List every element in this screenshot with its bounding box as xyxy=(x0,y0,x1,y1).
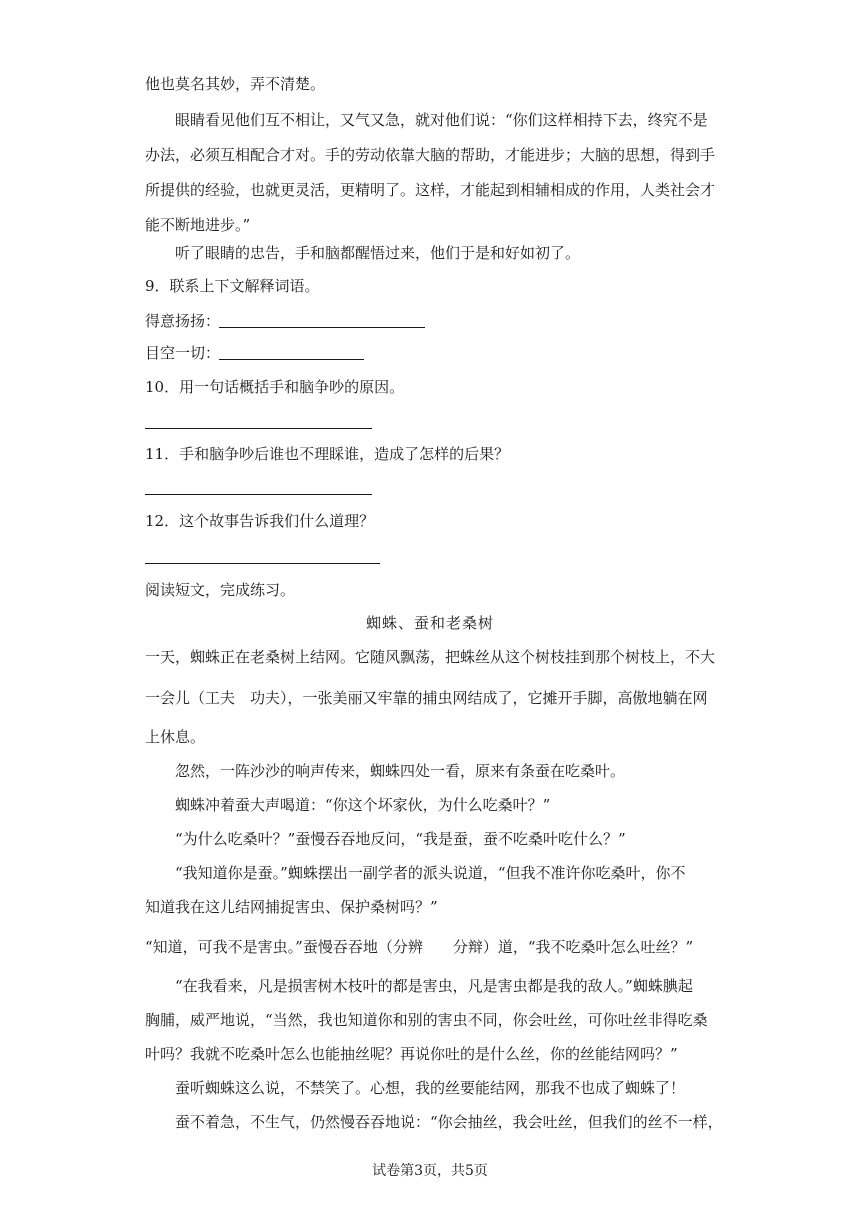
answer-blank-10[interactable] xyxy=(145,428,372,429)
answer-blank-11[interactable] xyxy=(145,494,372,495)
story-title: 蜘蛛、蚕和老桑树 xyxy=(365,614,494,632)
story-line: “为什么吃桑叶？”蚕慢吞吞地反问，“我是蚕，蚕不吃桑叶吃什么？” xyxy=(175,830,626,848)
story-line: 蚕听蜘蛛这么说，不禁笑了。心想，我的丝要能结网，那我不也成了蜘蛛了！ xyxy=(175,1079,686,1097)
story-line: 蚕不着急，不生气，仍然慢吞吞地说：“你会抽丝，我会吐丝，但我们的丝不一样， xyxy=(175,1113,723,1131)
question-12: 12．这个故事告诉我们什么道理？ xyxy=(145,512,375,530)
story-line: 蜘蛛冲着蚕大声喝道：“你这个坏家伙，为什么吃桑叶？” xyxy=(175,796,551,814)
passage-line: 听了眼睛的忠告，手和脑都醒悟过来，他们于是和好如初了。 xyxy=(175,244,581,262)
page-footer: 试卷第3页，共5页 xyxy=(372,1163,488,1179)
reading-instruction: 阅读短文，完成练习。 xyxy=(145,581,296,599)
story-line: 叶吗？我就不吃桑叶怎么也能抽丝呢？再说你吐的是什么丝，你的丝能结网吗？” xyxy=(145,1045,678,1063)
story-line: 忽然，一阵沙沙的响声传来，蜘蛛四处一看，原来有条蚕在吃桑叶。 xyxy=(175,762,626,780)
question-9b-label: 目空一切： xyxy=(145,344,221,362)
story-line: “我知道你是蚕。”蜘蛛摆出一副学者的派头说道，“但我不准许你吃桑叶，你不 xyxy=(175,864,686,882)
story-line: 胸脯，威严地说，“当然，我也知道你和别的害虫不同，你会吐丝，可你吐丝非得吃桑 xyxy=(145,1011,708,1029)
story-line: 上休息。 xyxy=(145,728,206,746)
passage-line: 能不断地进步。” xyxy=(145,216,251,234)
question-11: 11．手和脑争吵后谁也不理睬谁，造成了怎样的后果？ xyxy=(145,445,510,463)
answer-blank-9b[interactable] xyxy=(219,359,364,360)
answer-blank-9a[interactable] xyxy=(219,327,425,328)
story-line: 一天，蜘蛛正在老桑树上结网。它随风飘荡，把蛛丝从这个树枝挂到那个树枝上，不大 xyxy=(145,648,716,666)
story-line: 知道我在这儿结网捕捉害虫、保护桑树吗？” xyxy=(145,898,438,916)
story-line: “在我看来，凡是损害树木枝叶的都是害虫，凡是害虫都是我的敌人。”蜘蛛腆起 xyxy=(175,977,693,995)
question-10: 10．用一句话概括手和脑争吵的原因。 xyxy=(145,378,405,396)
passage-line: 他也莫名其妙，弄不清楚。 xyxy=(145,75,326,93)
story-line: “知道，可我不是害虫。”蚕慢吞吞地（分辨 分辩）道，“我不吃桑叶怎么吐丝？” xyxy=(145,938,694,956)
answer-blank-12[interactable] xyxy=(145,563,380,564)
question-9: 9．联系上下文解释词语。 xyxy=(145,277,320,295)
passage-line: 所提供的经验，也就更灵活，更精明了。这样，才能起到相辅相成的作用，人类社会才 xyxy=(145,181,716,199)
passage-line: 眼睛看见他们互不相让，又气又急，就对他们说：“你们这样相持下去，终究不是 xyxy=(175,111,708,129)
story-line: 一会儿（工夫 功夫），一张美丽又牢靠的捕虫网结成了，它摊开手脚，高傲地躺在网 xyxy=(145,689,708,707)
passage-line: 办法，必须互相配合才对。手的劳动依靠大脑的帮助，才能进步；大脑的思想，得到手 xyxy=(145,146,716,164)
question-9a-label: 得意扬扬： xyxy=(145,312,221,330)
